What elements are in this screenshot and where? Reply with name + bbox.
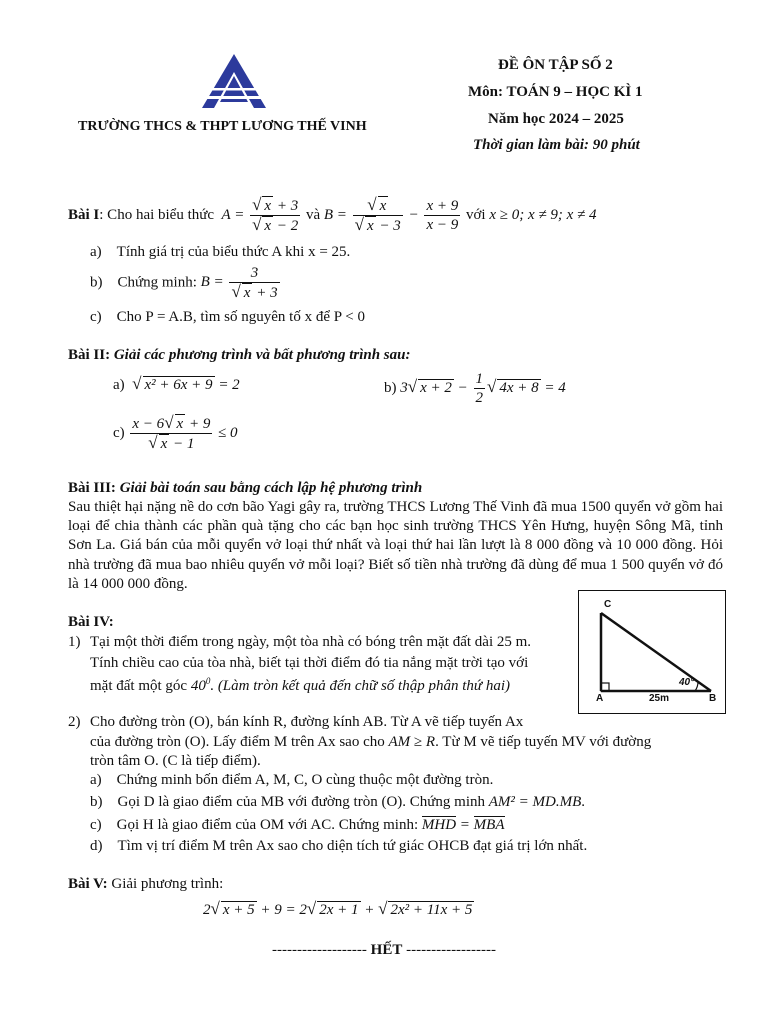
bai4-2d: d) Tìm vị trí điểm M trên Ax sao cho diện tích tứ giác OHCB đạt giá trị lớn nhất. bbox=[90, 838, 588, 854]
bai4-1-num: 1) bbox=[68, 634, 81, 650]
exam-title: ĐỀ ÔN TẬP SỐ 2 bbox=[498, 57, 613, 73]
expr-a: A = $\frac{√ x + 3}{√ x - 2}$ bbox=[217, 195, 299, 234]
bai4-2-num: 2) bbox=[68, 714, 81, 730]
bai1-statement: Bài I: Cho hai biểu thức A = $\frac{√ x + 3}{√ x - 2}$ và B = $\frac{√ x}{√ x - 3}$ − $\frac{x + 9}{x - 9}$ với x ≥ 0; x ≠ 9; x ≠ 4 bbox=[68, 195, 597, 234]
bai4-2b: b) Gọi D là giao điểm của MB với đường tròn (O). Chứng minh AM² = MD.MB. bbox=[90, 794, 586, 810]
bai3-body: Sau thiệt hại nặng nề do cơn bão Yagi gây ra, trường THCS Lương Thế Vinh đã mua 1500 quyển vở gồm hai loại để chia thành các phần quà tặng cho các bạn học sinh trường THCS Yên Hưng, huyện Sông Mã, tỉnh Sơn La. Giá bán của mỗi quyển vở loại thứ nhất và loại thứ hai lần lượt là 8 000 đồng và 10 000 đồng. Hỏi nhà trường đã mua bao nhiêu quyển vở mỗi loại? Biết số tiền nhà trường đã dùng để mua 1 500 quyển vở đó là 14 000 000 đồng. bbox=[68, 499, 723, 592]
condition: x ≥ 0; x ≠ 9; x ≠ 4 bbox=[489, 206, 597, 223]
bai1-b: b) Chứng minh: B = $\frac{3}{√ x + 3}$ bbox=[90, 265, 278, 301]
bai4-heading: Bài IV: bbox=[68, 614, 114, 630]
bai2-heading: Bài II: Giải các phương trình và bất phương trình sau: bbox=[68, 347, 411, 363]
label-c: C bbox=[604, 599, 612, 610]
label-b: B bbox=[709, 693, 717, 704]
exam-year: Năm học 2024 – 2025 bbox=[488, 111, 624, 127]
bai2-c: c) $\frac{x - 6√ x + 9}{√ x - 1}$ ≤ 0 bbox=[113, 413, 238, 452]
label-base: 25m bbox=[649, 693, 670, 704]
bai2-b: b) 3√ x + 2 − $\frac{1}{2}$ √ 4x + 8 = 4 bbox=[384, 371, 566, 406]
bai4-2-line1: Cho đường tròn (O), bán kính R, đường kính AB. Từ A vẽ tiếp tuyến Ax bbox=[90, 714, 524, 730]
bai4-1-line3: mặt đất một góc $40^0$. (Làm tròn kết quả đến chữ số thập phân thứ hai) bbox=[90, 676, 510, 694]
bai1-c: c) Cho P = A.B, tìm số nguyên tố x để P < 0 bbox=[90, 309, 365, 325]
bai1-label: Bài I bbox=[68, 206, 100, 223]
bai2-a: a) √ x² + 6x + 9 = 2 bbox=[113, 374, 240, 393]
bai3-heading: Bài III: Giải bài toán sau bằng cách lập hệ phương trình bbox=[68, 480, 423, 496]
bai1-a: a) Tính giá trị của biểu thức A khi x = 25. bbox=[90, 244, 351, 260]
exam-time: Thời gian làm bài: 90 phút bbox=[473, 137, 640, 153]
end-marker: ------------------- HẾT ------------------ bbox=[272, 942, 497, 958]
bai5-heading: Bài V: Giải phương trình: bbox=[68, 876, 224, 892]
bai4-2-line2: của đường tròn (O). Lấy điểm M trên Ax sao cho AM ≥ R. Từ M vẽ tiếp tuyến MV với đường bbox=[90, 734, 652, 750]
label-angle: 40° bbox=[679, 677, 695, 688]
bai4-2c: c) Gọi H là giao điểm của OM với AC. Chứng minh: MHD = MBA bbox=[90, 817, 505, 833]
expr-b: B = $\frac{√ x}{√ x - 3}$ − $\frac{x + 9}{x - 9}$ bbox=[323, 195, 459, 234]
exam-subject: Môn: TOÁN 9 – HỌC KÌ 1 bbox=[468, 84, 643, 100]
school-logo bbox=[198, 52, 270, 110]
bai4-2a: a) Chứng minh bốn điểm A, M, C, O cùng thuộc một đường tròn. bbox=[90, 772, 494, 788]
school-name: TRƯỜNG THCS & THPT LƯƠNG THẾ VINH bbox=[78, 119, 367, 134]
bai4-2-line3: tròn tâm O. (C là tiếp điểm). bbox=[90, 753, 261, 769]
label-a: A bbox=[596, 693, 604, 704]
triangle-figure bbox=[578, 590, 726, 714]
bai4-1-line2: Tính chiều cao của tòa nhà, biết tại thời điểm đó tia nắng mặt trời tạo với bbox=[90, 655, 529, 671]
bai5-equation: 2√ x + 5 + 9 = 2√ 2x + 1 + √ 2x² + 11x + 5 bbox=[203, 899, 473, 918]
bai4-1-line1: Tại một thời điểm trong ngày, một tòa nhà có bóng trên mặt đất dài 25 m. bbox=[90, 634, 532, 650]
